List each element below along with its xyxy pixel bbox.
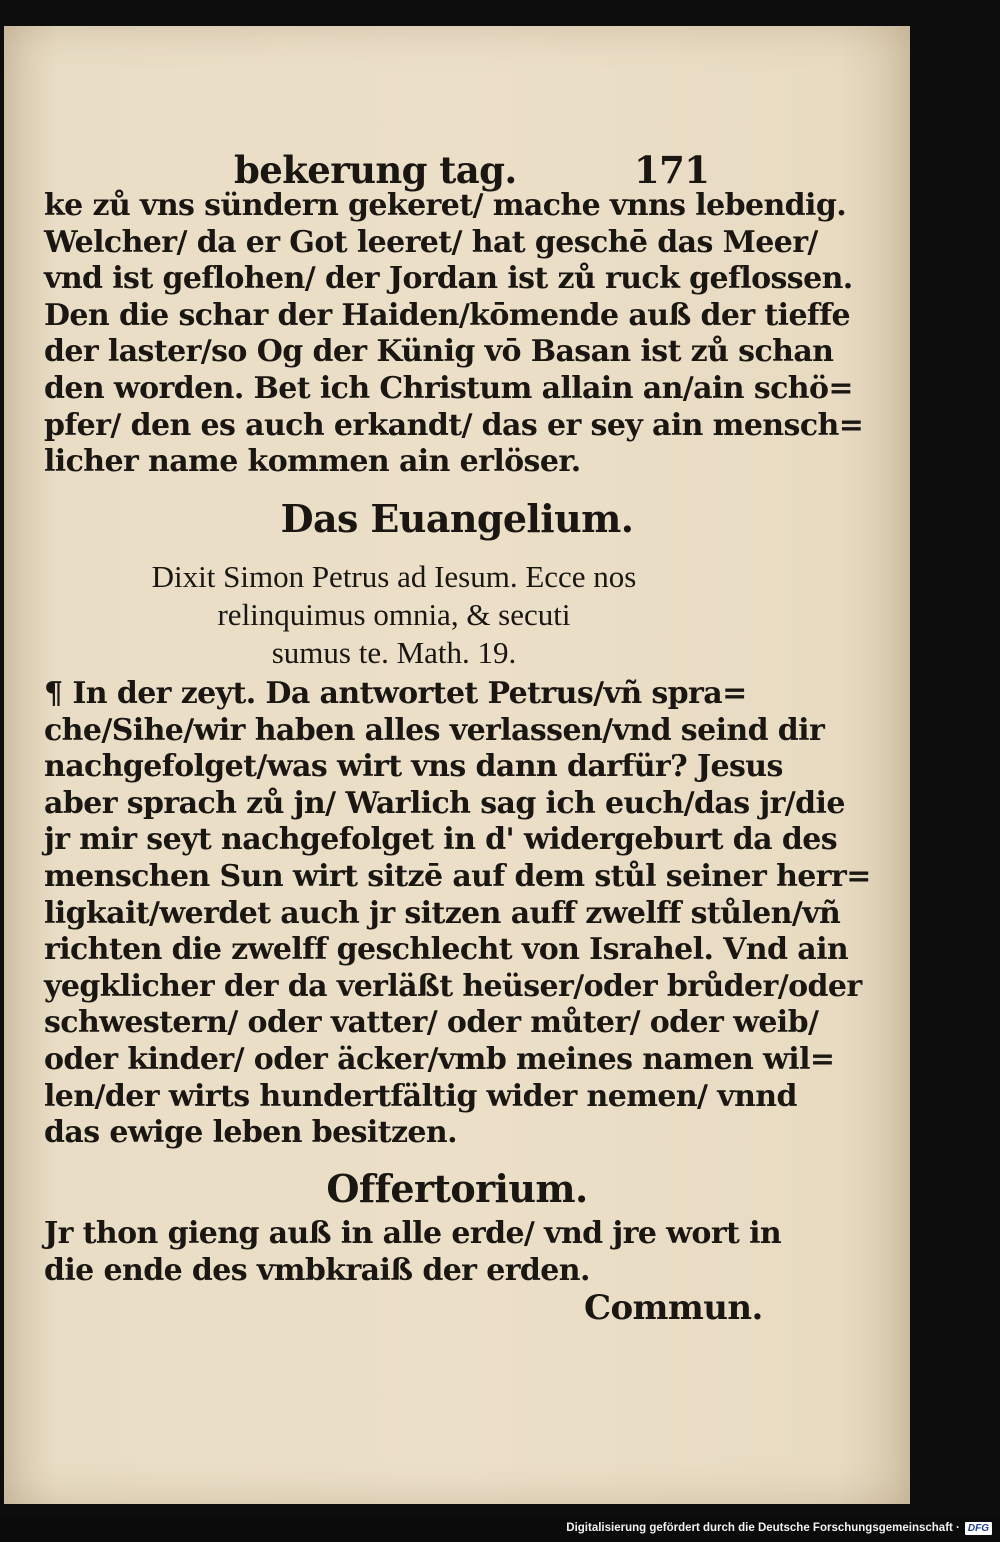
gospel-paragraph — [44, 676, 871, 1152]
text-line: pfer/ den es auch erkandt/ das er sey ain mensch= — [44, 407, 864, 443]
text-line: Welcher/ da er Got leeret/ hat geschē das Meer/ — [44, 224, 818, 260]
text-line: menschen Sun wirt sitzē auf dem stůl seiner herr= — [44, 858, 871, 894]
page-number: 171 — [634, 148, 710, 192]
catchword: Commun. — [584, 1288, 763, 1328]
text-line: len/der wirts hundertfältig wider nemen/ vnnd — [44, 1078, 797, 1114]
running-title: bekerung tag. — [234, 148, 517, 192]
offertory-heading: Offertorium. — [326, 1166, 588, 1211]
latin-incipit — [4, 558, 784, 672]
book-page — [4, 26, 910, 1504]
text-line: Den die schar der Haiden/kōmende auß der tieffe — [44, 297, 851, 333]
text-line: licher name kommen ain erlöser. — [44, 444, 581, 480]
text-line: yegklicher der da verläßt heüser/oder brůder/oder — [44, 968, 862, 1004]
text-line: richten die zwelff geschlecht von Israhel. Vnd ain — [44, 932, 849, 968]
text-line: den worden. Bet ich Christum allain an/ain schö= — [44, 370, 853, 406]
text-line: vnd ist geflohen/ der Jordan ist zů ruck geflossen. — [44, 261, 853, 297]
text-line: Jr thon gieng auß in alle erde/ vnd jre wort in — [44, 1216, 782, 1251]
latin-line: Dixit Simon Petrus ad Iesum. Ecce nos — [151, 559, 637, 594]
offertory-paragraph — [44, 1216, 781, 1289]
gospel-heading: Das Euangelium. — [280, 496, 634, 541]
intro-paragraph — [44, 188, 863, 481]
text-line: nachgefolget/was wirt vns dann darfür? Jesus — [44, 749, 783, 785]
text-line: aber sprach zů jn/ Warlich sag ich euch/das jr/die — [44, 785, 845, 821]
text-line: che/Sihe/wir haben alles verlassen/vnd seind dir — [44, 712, 825, 748]
text-line: ke zů vns sündern gekeret/ mache vnns lebendig. — [44, 188, 847, 223]
text-line: die ende des vmbkraiß der erden. — [44, 1252, 590, 1288]
text-line: ¶ In der zeyt. Da antwortet Petrus/vñ spra= — [44, 676, 747, 711]
dfg-logo: DFG — [965, 1522, 992, 1535]
text-line: das ewige leben besitzen. — [44, 1115, 457, 1151]
text-line: schwestern/ oder vatter/ oder můter/ oder weib/ — [44, 1005, 819, 1041]
text-line: der laster/so Og der Künig vō Basan ist zů schan — [44, 334, 834, 370]
latin-line: relinquimus omnia, & secuti — [217, 597, 571, 632]
funding-banner — [566, 1520, 992, 1536]
running-header — [234, 148, 710, 192]
latin-line: sumus te. Math. 19. — [271, 635, 517, 670]
text-line: ligkait/werdet auch jr sitzen auff zwelff stůlen/vñ — [44, 895, 841, 931]
funding-text: Digitalisierung gefördert durch die Deutsche Forschungsgemeinschaft · — [566, 1522, 960, 1534]
text-line: oder kinder/ oder äcker/vmb meines namen wil= — [44, 1041, 835, 1077]
text-line: jr mir seyt nachgefolget in d' widergeburt da des — [44, 822, 837, 858]
